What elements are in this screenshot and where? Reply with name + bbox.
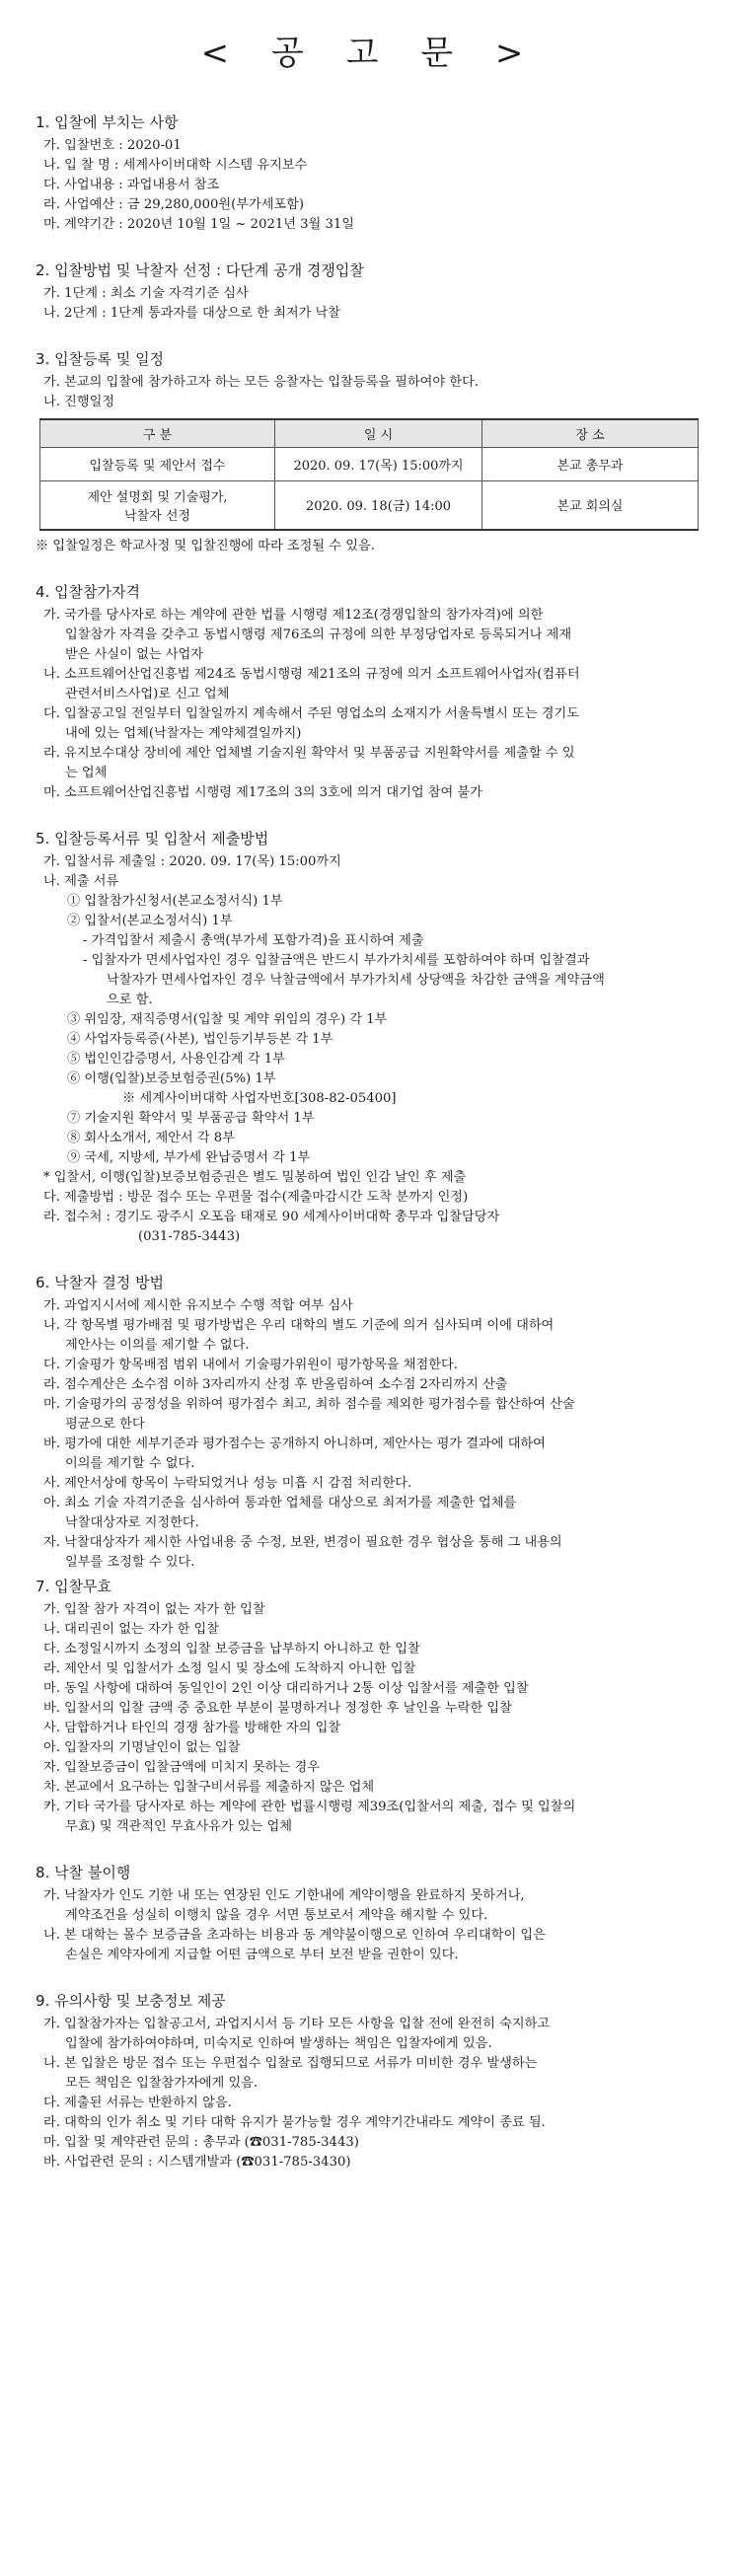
text-line: 낙찰자가 면세사업자인 경우 낙찰금액에서 부가가치세 상당액을 차감한 금액을 계약금액 <box>107 973 605 988</box>
table-header: 일 시 <box>275 419 482 447</box>
text-line: 가. 낙찰자가 인도 기한 내 또는 연장된 인도 기한내에 계약이행을 완료하지 못하거나, <box>43 1888 525 1903</box>
project-content: 다. 사업내용 : 과업내용서 참조 <box>43 178 220 192</box>
text-line: 낙찰대상자로 지정한다. <box>65 1515 199 1530</box>
text-line: 입찰참가 자격을 갖추고 동법시행령 제76조의 규정에 의한 부정당업자로 등록되거나 제재 <box>65 627 572 642</box>
text-line: 라. 유지보수대상 장비에 제안 업체별 기술지원 확약서 및 부품공급 지원확약서를 제출할 수 있 <box>43 746 575 761</box>
text-line: 마. 입찰 및 계약관련 문의 : 총무과 (☎031-785-3443) <box>43 2135 359 2150</box>
text-line: ⑥ 이행(입찰)보증보험증권(5%) 1부 <box>67 1071 276 1086</box>
text-line: 다. 제출된 서류는 반환하지 않음. <box>43 2096 232 2110</box>
table-cell: 2020. 09. 17(목) 15:00까지 <box>275 447 482 480</box>
text-line: ④ 사업자등록증(사본), 법인등기부등본 각 1부 <box>67 1032 333 1047</box>
text-line: 제안사는 이의를 제기할 수 없다. <box>65 1338 250 1353</box>
text-line: 가. 국가를 당사자로 하는 계약에 관한 법률 시행령 제12조(경쟁입찰의 참가자격)에 의한 <box>43 608 544 623</box>
text-line: 가. 과업지시서에 제시한 유지보수 수행 적합 여부 심사 <box>43 1298 353 1313</box>
page-title: < 공 고 문 > <box>200 34 540 73</box>
table-cell <box>40 480 275 530</box>
registration-requirement: 가. 본교의 입찰에 참가하고자 하는 모든 응찰자는 입찰등록을 필하여야 한다. <box>43 375 480 390</box>
text-line: 아. 최소 기술 자격기준을 심사하여 통과한 업체를 대상으로 최저가를 제출한 업체를 <box>43 1496 517 1510</box>
text-line: ② 입찰서(본교소정서식) 1부 <box>67 914 233 928</box>
contract-period: 마. 계약기간 : 2020년 10월 1일 ~ 2021년 3월 31일 <box>43 217 355 232</box>
text-line: 바. 평가에 대한 세부기준과 평가점수는 공개하지 아니하며, 제안사는 평가 결과에 대하여 <box>43 1436 546 1451</box>
section-submission <box>34 825 706 1247</box>
text-line: 라. 점수계산은 소수점 이하 3자리까지 산정 후 반올림하여 소수점 2자리까지 산출 <box>43 1377 508 1392</box>
text-line: 받은 사실이 없는 사업자 <box>65 647 203 662</box>
text-line: 계약조건을 성실히 이행치 않을 경우 서면 통보로서 계약을 해지할 수 있다. <box>65 1908 488 1923</box>
section-title: 3. 입찰등록 및 일정 <box>36 350 165 368</box>
text-line: 평균으로 한다 <box>65 1417 145 1432</box>
text-line: 나. 각 항목별 평가배점 및 평가방법은 우리 대학의 별도 기준에 의거 심사되며 이에 대하여 <box>43 1318 555 1333</box>
text-line: 다. 제출방법 : 방문 접수 또는 우편물 접수(제출마감시간 도착 분까지 인정) <box>43 1190 469 1205</box>
text-line: 나. 소프트웨어산업진흥법 제24조 동법시행령 제21조의 규정에 의거 소프트웨어사업자(컴퓨터 <box>43 667 580 682</box>
text-line: 관련서비스사업)로 신고 업체 <box>65 687 230 701</box>
schedule-note: ※ 입찰일정은 학교사정 및 입찰진행에 따라 조정될 수 있음. <box>36 539 375 553</box>
table-row <box>40 480 699 530</box>
table-row <box>40 447 699 480</box>
text-line: - 가격입찰서 제출시 총액(부가세 포함가격)을 표시하여 제출 <box>83 933 424 948</box>
text-line: 자. 입찰보증금이 입찰금액에 미치지 못하는 경우 <box>43 1760 320 1775</box>
text-line: 가. 입찰서류 제출일 : 2020. 09. 17(목) 15:00까지 <box>43 854 341 869</box>
section-title: 9. 유의사항 및 보충정보 제공 <box>36 1992 226 2010</box>
stage-1: 가. 1단계 : 최소 기술 자격기준 심사 <box>43 286 249 301</box>
text-line: - 입찰자가 면세사업자인 경우 입찰금액은 반드시 부가가치세를 포함하여야 하며 입찰결과 <box>83 953 590 968</box>
section-title: 5. 입찰등록서류 및 입찰서 제출방법 <box>36 830 269 847</box>
text-line: ⑨ 국세, 지방세, 부가세 완납증명서 각 1부 <box>67 1150 311 1165</box>
text-line: 사. 담합하거나 타인의 경쟁 참가를 방해한 자의 입찰 <box>43 1721 341 1735</box>
schedule-label: 나. 진행일정 <box>43 395 115 409</box>
section-eligibility <box>34 578 706 803</box>
section-bid-method <box>34 257 706 324</box>
text-line: ① 입찰참가신청서(본교소정서식) 1부 <box>67 894 283 909</box>
text-line: 바. 사업관련 문의 : 시스템개발과 (☎031-785-3430) <box>43 2155 351 2170</box>
schedule-table <box>39 418 699 531</box>
text-line: 다. 소정일시까지 소정의 입찰 보증금을 납부하지 아니하고 한 입찰 <box>43 1642 420 1656</box>
text-line: 나. 대리권이 없는 자가 한 입찰 <box>43 1622 220 1637</box>
section-award-decision <box>34 1269 706 1573</box>
text-line: (031-785-3443) <box>138 1229 241 1244</box>
stage-2: 나. 2단계 : 1단계 통과자를 대상으로 한 최저가 낙찰 <box>43 306 340 321</box>
text-line: * 입찰서, 이행(입찰)보증보험증권은 별도 밀봉하여 법인 인감 날인 후 제출 <box>43 1170 467 1185</box>
text-line: 손실은 계약자에게 지급할 어떤 금액으로 부터 보전 받을 권한이 있다. <box>65 1948 459 1962</box>
text-line: 나. 본 대학는 몰수 보증금을 초과하는 비용과 동 계약불이행으로 인하여 우리대학이 입은 <box>43 1928 546 1943</box>
text-line: 내에 있는 업체(낙찰자는 계약체결일까지) <box>65 726 302 741</box>
section-title: 2. 입찰방법 및 낙찰자 선정 : 다단계 공개 경쟁입찰 <box>36 261 364 279</box>
section-title: 4. 입찰참가자격 <box>36 583 141 601</box>
text-line: 라. 접수처 : 경기도 광주시 오포읍 태재로 90 세계사이버대학 총무과 입찰담당자 <box>43 1210 500 1224</box>
text-line: 가. 입찰참가자는 입찰공고서, 과업지시서 등 기타 모든 사항을 입찰 전에 완전히 숙지하고 <box>43 2017 551 2031</box>
text-line: ※ 세계사이버대학 사업자번호[308-82-05400] <box>122 1091 397 1106</box>
text-line: 아. 입찰자의 기명날인이 없는 입찰 <box>43 1740 241 1755</box>
section-registration-schedule <box>34 345 706 556</box>
cell-line: 낙찰자 선정 <box>124 508 190 524</box>
text-line: 는 업체 <box>65 766 108 780</box>
section-title: 8. 낙찰 불이행 <box>36 1864 131 1881</box>
text-line: 다. 입찰공고일 전일부터 입찰일까지 계속해서 주된 영업소의 소재지가 서울특별시 또는 경기도 <box>43 706 579 721</box>
section-title: 6. 낙찰자 결정 방법 <box>36 1274 165 1291</box>
project-budget: 라. 사업예산 : 금 29,280,000원(부가세포함) <box>43 197 305 212</box>
text-line: 라. 대학의 인가 취소 및 기타 대학 유지가 불가능할 경우 계약기간내라도 계약이 종료 됨. <box>43 2115 546 2130</box>
text-line: 다. 기술평가 항목배점 범위 내에서 기술평가위원이 평가항목을 채점한다. <box>43 1358 458 1372</box>
section-title: 7. 입찰무효 <box>36 1578 112 1595</box>
text-line: 입찰에 참가하여야하며, 미숙지로 인하여 발생하는 책임은 입찰자에게 있음. <box>65 2036 492 2051</box>
cell-line: 제안 설명회 및 기술평가, <box>87 489 228 505</box>
section-notes <box>34 1987 706 2172</box>
text-line: 라. 제안서 및 입찰서가 소정 일시 및 장소에 도착하지 아니한 입찰 <box>43 1661 416 1676</box>
bid-name: 나. 입 찰 명 : 세계사이버대학 시스템 유지보수 <box>43 158 308 173</box>
text-line: 일부를 조정할 수 있다. <box>65 1555 195 1570</box>
text-line: 으로 함. <box>107 993 153 1007</box>
text-line: 이의를 제기할 수 없다. <box>65 1456 195 1471</box>
text-line: 나. 제출 서류 <box>43 874 119 889</box>
text-line: 자. 낙찰대상자가 제시한 사업내용 중 수정, 보완, 변경이 필요한 경우 협상을 통해 그 내용의 <box>43 1535 562 1550</box>
text-line: ⑤ 법인인감증명서, 사용인감계 각 1부 <box>67 1052 285 1067</box>
table-cell: 2020. 09. 18(금) 14:00 <box>275 480 482 530</box>
text-line: 바. 입찰서의 입찰 금액 중 중요한 부분이 불명하거나 정정한 후 날인을 누락한 입찰 <box>43 1701 512 1716</box>
text-line: ⑧ 회사소개서, 제안서 각 8부 <box>67 1131 235 1145</box>
table-cell: 본교 회의실 <box>482 480 699 530</box>
table-cell: 입찰등록 및 제안서 접수 <box>40 447 275 480</box>
table-header: 구 분 <box>40 419 275 447</box>
section-title: 1. 입찰에 부치는 사항 <box>36 113 179 131</box>
text-line: ③ 위임장, 재직증명서(입찰 및 계약 위임의 경우) 각 1부 <box>67 1012 388 1027</box>
text-line: 마. 소프트웨어산업진흥법 시행령 제17조의 3의 3호에 의거 대기업 참여 불가 <box>43 785 482 800</box>
table-cell: 본교 총무과 <box>482 447 699 480</box>
text-line: 마. 기술평가의 공정성을 위하여 평가점수 최고, 최하 점수를 제외한 평가점수를 합산하여 산술 <box>43 1397 575 1412</box>
text-line: 차. 본교에서 요구하는 입찰구비서류를 제출하지 않은 업체 <box>43 1780 375 1795</box>
text-line: 가. 입찰 참가 자격이 없는 자가 한 입찰 <box>43 1602 265 1617</box>
bid-number: 가. 입찰번호 : 2020-01 <box>43 138 182 153</box>
table-header: 장 소 <box>482 419 699 447</box>
text-line: 무효) 및 객관적인 무효사유가 있는 업체 <box>65 1819 292 1834</box>
text-line: 나. 본 입찰은 방문 접수 또는 우편접수 입찰로 집행되므로 서류가 미비한 경우 발생하는 <box>43 2056 538 2071</box>
text-line: ⑦ 기술지원 확약서 및 부품공급 확약서 1부 <box>67 1111 315 1126</box>
section-bid-items <box>34 109 706 235</box>
section-invalid-bids <box>34 1573 706 1837</box>
text-line: 마. 동일 사항에 대하여 동일인이 2인 이상 대리하거나 2통 이상 입찰서를 제출한 입찰 <box>43 1681 529 1696</box>
text-line: 사. 제안서상에 항목이 누락되었거나 성능 미흡 시 감점 처리한다. <box>43 1476 412 1491</box>
section-non-performance <box>34 1859 706 1965</box>
text-line: 카. 기타 국가를 당사자로 하는 계약에 관한 법률시행령 제39조(입찰서의 제출, 접수 및 입찰의 <box>43 1800 576 1814</box>
text-line: 모든 책임은 입찰참가자에게 있음. <box>65 2076 259 2091</box>
